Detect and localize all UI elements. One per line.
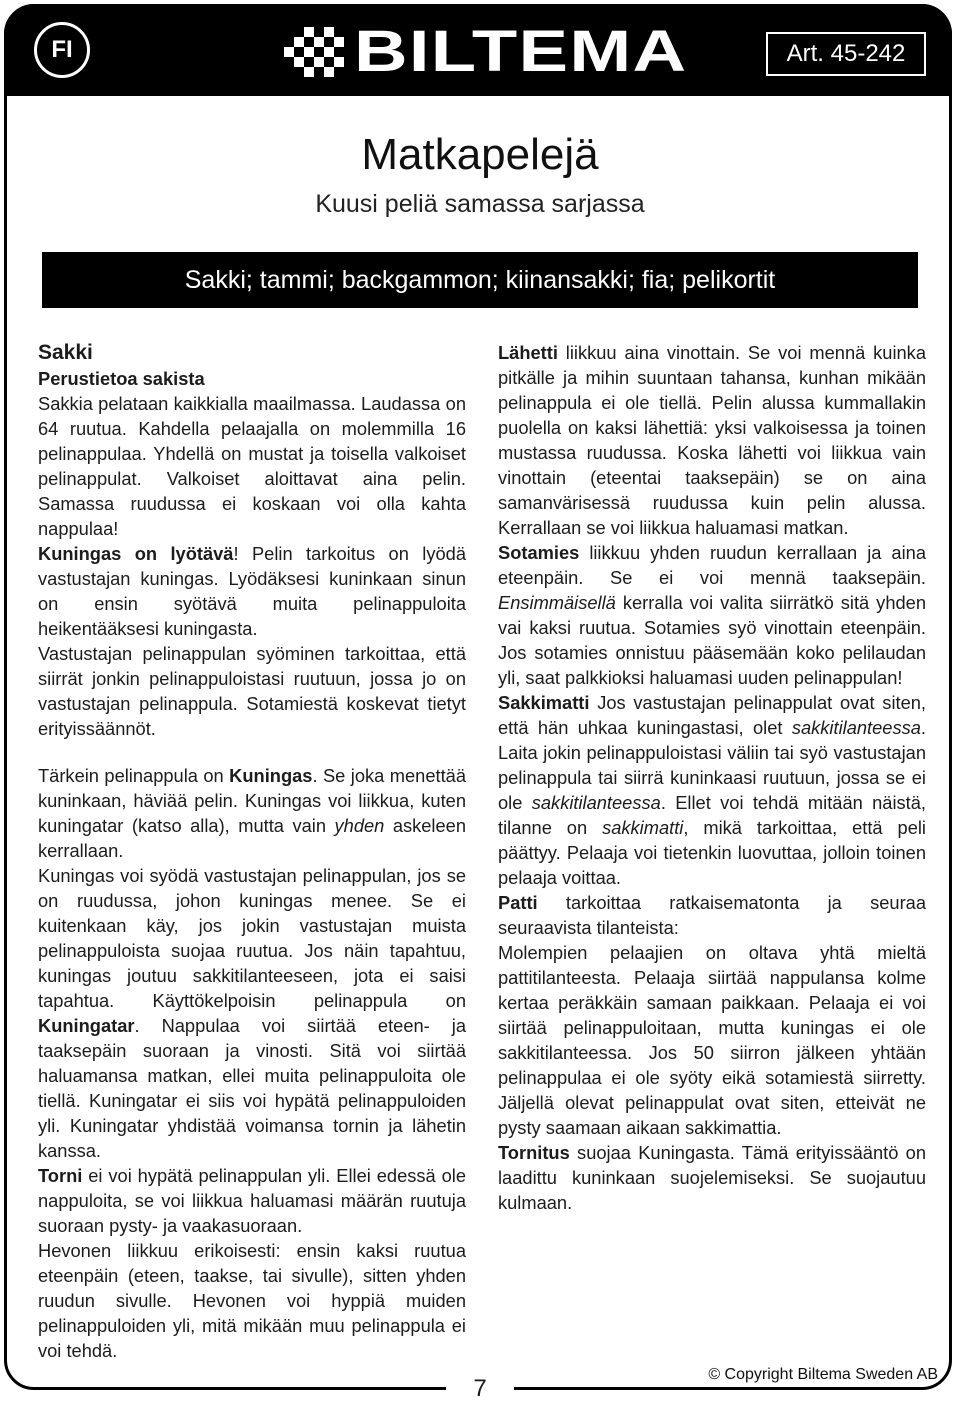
paragraph: Sakkimatti Jos vastustajan pelinappulat ovat siten, että hän uhkaa kuningastasi, olet sakkitilanteessa. Laita jokin pelinappuloistasi väliin tai syö vastustajan pelinappula tai siirrä kuninkaasi ruutuun, jossa se ei ole sakkitilanteessa. Ellet voi tehdä mitään näistä, tilanne on sakkimatti, mikä tarkoittaa, että peli päättyy. Pelaaja voi tietenkin luovuttaa, jolloin toinen pelaaja voittaa. (498, 692, 927, 888)
games-banner: Sakki; tammi; backgammon; kiinansakki; fia; pelikortit (42, 252, 918, 308)
left-column (38, 340, 466, 1363)
header-bar (4, 4, 952, 96)
paragraph: Kuningas voi syödä vastustajan pelinappulan, jos se on ruudussa, johon kuningas menee. Se ei kuitenkaan käy, jos jokin vastustajan muista pelinappuloista suojaa ruutua. Jos näin tapahtuu, kuningas joutuu sakkitilanteeseen, jota ei saisi tapahtua. Käyttökelpoisin pelinappula on Kuningatar. Nappulaa voi siirtää eteen- ja taaksepäin suoraan ja vinosti. Sitä voi siirtää haluamansa matkan, ellei muita pelinappuloita ole tiellä. Kuningatar ei siis voi hypätä pelinappuloiden yli. Kuningatar yhdistää voimansa tornin ja lähetin kanssa. (38, 865, 466, 1161)
paragraph: Lähetti liikkuu aina vinottain. Se voi mennä kuinka pitkälle ja mihin suuntaan tahansa, kunhan mikään pelinappula ei ole tiellä. Pelin alussa kummallakin puolella on kaksi lähettiä: yksi valkoisessa ja toinen mustassa ruudussa. Koska lähetti voi liikkua vain vinottain (eteentai taaksepäin) se on aina samanvärisessä ruudussa kuin pelin alussa. Kerrallaan se voi liikkua haluamasi matkan. (498, 342, 926, 538)
page-title: Matkapelejä (361, 130, 599, 179)
logo-text: BILTEMA (354, 19, 688, 84)
paragraph: Tornitus suojaa Kuningasta. Tämä erityissääntö on laadittu kuninkaan suojelemiseksi. Se suojautuu kulmaan. (498, 1142, 926, 1213)
paragraph: Sotamies liikkuu yhden ruudun kerrallaan ja aina eteenpäin. Se ei voi mennä taaksepäin. Ensimmäisellä kerralla voi valita siirrätkö sitä yhden vai kaksi ruutua. Sotamies syö vinottain eteenpäin. Jos sotamies onnistuu pääsemään koko pelilaudan yli, saat palkkioksi haluamasi uuden pelinappulan! (498, 542, 926, 688)
paragraph: Hevonen liikkuu erikoisesti: ensin kaksi ruutua eteenpäin (eteen, taakse, tai sivulle), sitten yhden ruudun sivulle. Hevonen voi hyppiä muiden pelinappuloiden yli, mitä mikään muu pelinappula ei voi tehdä. (38, 1240, 466, 1361)
paragraph: Patti tarkoittaa ratkaisematonta ja seuraa seuraavista tilanteista: (498, 892, 926, 938)
paragraph: Torni ei voi hypätä pelinappulan yli. Ellei edessä ole nappuloita, se voi liikkua haluamasi määrän ruutuja suoraan pysty- ja vaakasuoraan. (38, 1165, 466, 1236)
language-badge: FI (34, 22, 90, 78)
paragraph: Molempien pelaajien on oltava yhtä mieltä pattitilanteesta. Pelaaja siirtää nappulansa kolme kertaa peräkkäin samaan paikkaan. Pelaaja ei voi siirtää pelinappuloitaan, mutta kuningas ei ole sakkitilanteessa. Jos 50 siirron jälkeen yhtään pelinappulaa ei ole syöty eikä sotamiestä siirretty. Jäljellä olevat pelinappulat ovat siten, etteivät ne pysty saamaan aikaan sakkimattia. (498, 942, 926, 1138)
paragraph: Vastustajan pelinappulan syöminen tarkoittaa, että siirrät jonkin pelinappuloistasi ruutuun, jossa jo on vastustajan pelinappula. Sotamiestä koskevat tietyt erityissäännöt. (38, 643, 466, 739)
biltema-logo (284, 19, 688, 84)
article-number: Art. 45-242 (766, 32, 926, 76)
page-number: 7 (446, 1372, 514, 1406)
paragraph: Kuningas on lyötävä! Pelin tarkoitus on lyödä vastustajan kuningas. Lyödäksesi kuninkaan sinun on ensin syötävä muita pelinappuloita heikentääksesi kuningasta. (38, 543, 466, 639)
section-heading: Sakki (38, 341, 93, 364)
copyright-notice: © Copyright Biltema Sweden AB (708, 1366, 938, 1383)
paragraph: Sakkia pelataan kaikkialla maailmassa. Laudassa on 64 ruutua. Kahdella pelaajalla on molemmilla 16 pelinappulaa. Yhdellä on mustat ja toisella valkoiset pelinappulat. Valkoiset aloittavat aina pelin. Samassa ruudussa ei koskaan voi olla kahta nappulaa! (38, 393, 466, 539)
section-subheading: Perustietoa sakista (38, 368, 205, 389)
right-column (498, 340, 926, 1215)
page-subtitle: Kuusi peliä samassa sarjassa (315, 190, 645, 218)
paragraph: Tärkein pelinappula on Kuningas. Se joka menettää kuninkaan, häviää pelin. Kuningas voi liikkua, kuten kuningatar (katso alla), mutta vain yhden askeleen kerrallaan. (38, 765, 466, 861)
checker-flag-icon (284, 27, 344, 77)
